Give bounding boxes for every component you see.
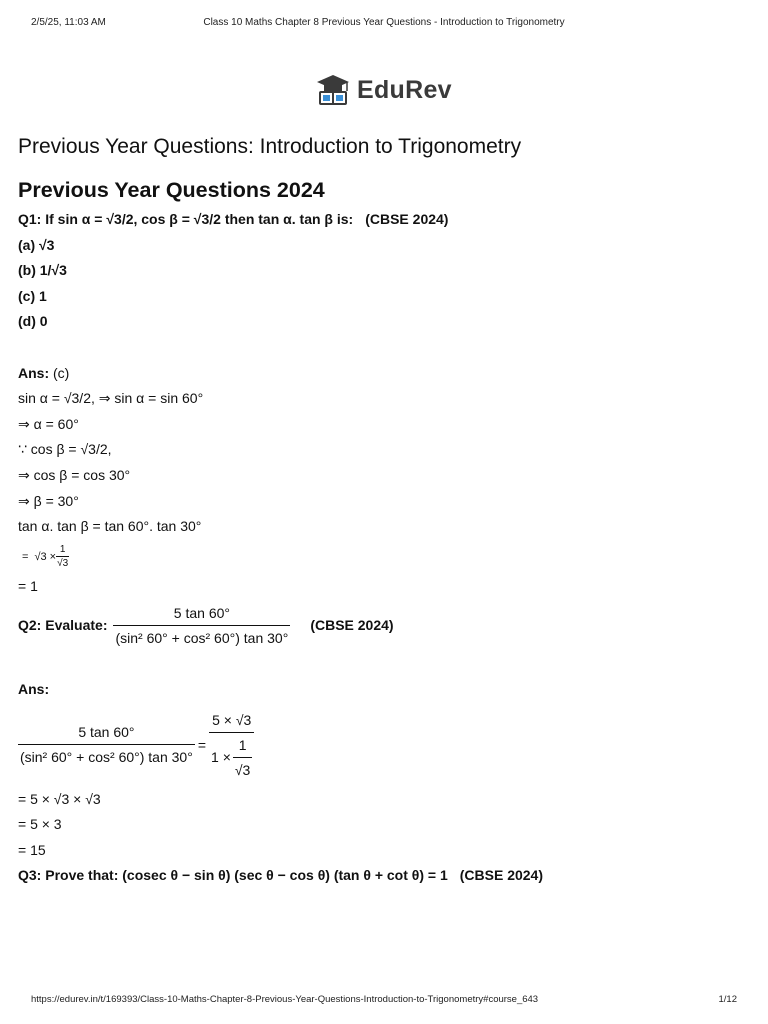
q1-result: = 1 (18, 577, 38, 594)
print-header (31, 17, 737, 31)
q2-inner-fraction: $\frac{1}{√3}$ (234, 736, 251, 778)
q2-lhs-fraction: $\frac{5 \tan 60^\circ}{\text{(sin² 60° + cos² 60°) tan 30°}}$ (20, 724, 193, 765)
q1-step: sin α = √3/2, ⇒ sin α = sin 60° (18, 390, 204, 407)
q1-option-a: (a) √3 (18, 236, 55, 253)
q1-step: tan α. tan β = tan 60°. tan 30° (18, 518, 202, 535)
q2-step: = 5 × √3 × √3 (18, 790, 101, 807)
q1-option-c: (c) 1 (18, 287, 47, 304)
document-content (18, 133, 750, 889)
q1-fraction: $\frac{1}{√3}$ (57, 544, 69, 570)
q2-fraction: $\frac{5 \tan 60^\circ}{\text{(sin² 60° + cos² 60°) tan 30°}}$ (115, 604, 289, 646)
q1-step: ⇒ α = 60° (18, 415, 79, 432)
q2-step: = 5 × 3 (18, 816, 62, 833)
q1-step: ∵ cos β = √3/2, (18, 441, 112, 458)
q2-question: Q2: Evaluate: $\frac{5 \tan 60^\circ}{\text{(sin² 60° + cos² 60°) tan 30°}}$ (CBSE 2024) (18, 604, 394, 646)
q1-option-d: (d) 0 (18, 313, 48, 330)
print-footer (31, 994, 737, 1008)
q2-answer-equation: $\frac{5 \tan 60^\circ}{\text{(sin² 60° + cos² 60°) tan 30°}}$ = 5 × √3 1 × $\frac{1}{√3}$ (18, 703, 750, 787)
q1-step: ⇒ β = 30° (18, 492, 79, 509)
page-number: 1/12 (718, 994, 737, 1005)
q1-fraction-step: = √3 × $\frac{1}{√3}$ (22, 544, 69, 570)
q1-option-b: (b) 1/√3 (18, 262, 67, 279)
q2-rhs-fraction: 5 × √3 1 × $\frac{1}{√3}$ (209, 712, 254, 778)
print-datetime: 2/5/25, 11:03 AM (31, 17, 106, 28)
q3-question: Q3: Prove that: (cosec θ − sin θ) (sec θ − cos θ) (tan θ + cot θ) = 1 (CBSE 2024) (18, 867, 544, 884)
graduation-cap-books-icon (315, 73, 351, 107)
q2-answer-label: Ans: (18, 680, 50, 697)
logo-wordmark: EduRev (357, 75, 452, 104)
document-title: Previous Year Questions: Introduction to Trigonometry (18, 135, 522, 158)
q2-step: = 15 (18, 841, 46, 858)
print-page-title: Class 10 Maths Chapter 8 Previous Year Questions - Introduction to Trigonometry (203, 17, 565, 28)
q1-answer: Ans: (c) (18, 364, 70, 381)
q1-step: ⇒ cos β = cos 30° (18, 466, 131, 483)
page-url: https://edurev.in/t/169393/Class-10-Maths-Chapter-8-Previous-Year-Questions-Introduction-to-Trigonometry#course_643 (31, 994, 539, 1005)
edurev-logo[interactable] (315, 72, 452, 108)
q1-question: Q1: If sin α = √3/2, cos β = √3/2 then tan α. tan β is: (CBSE 2024) (18, 211, 449, 227)
section-title: Previous Year Questions 2024 (18, 178, 325, 202)
